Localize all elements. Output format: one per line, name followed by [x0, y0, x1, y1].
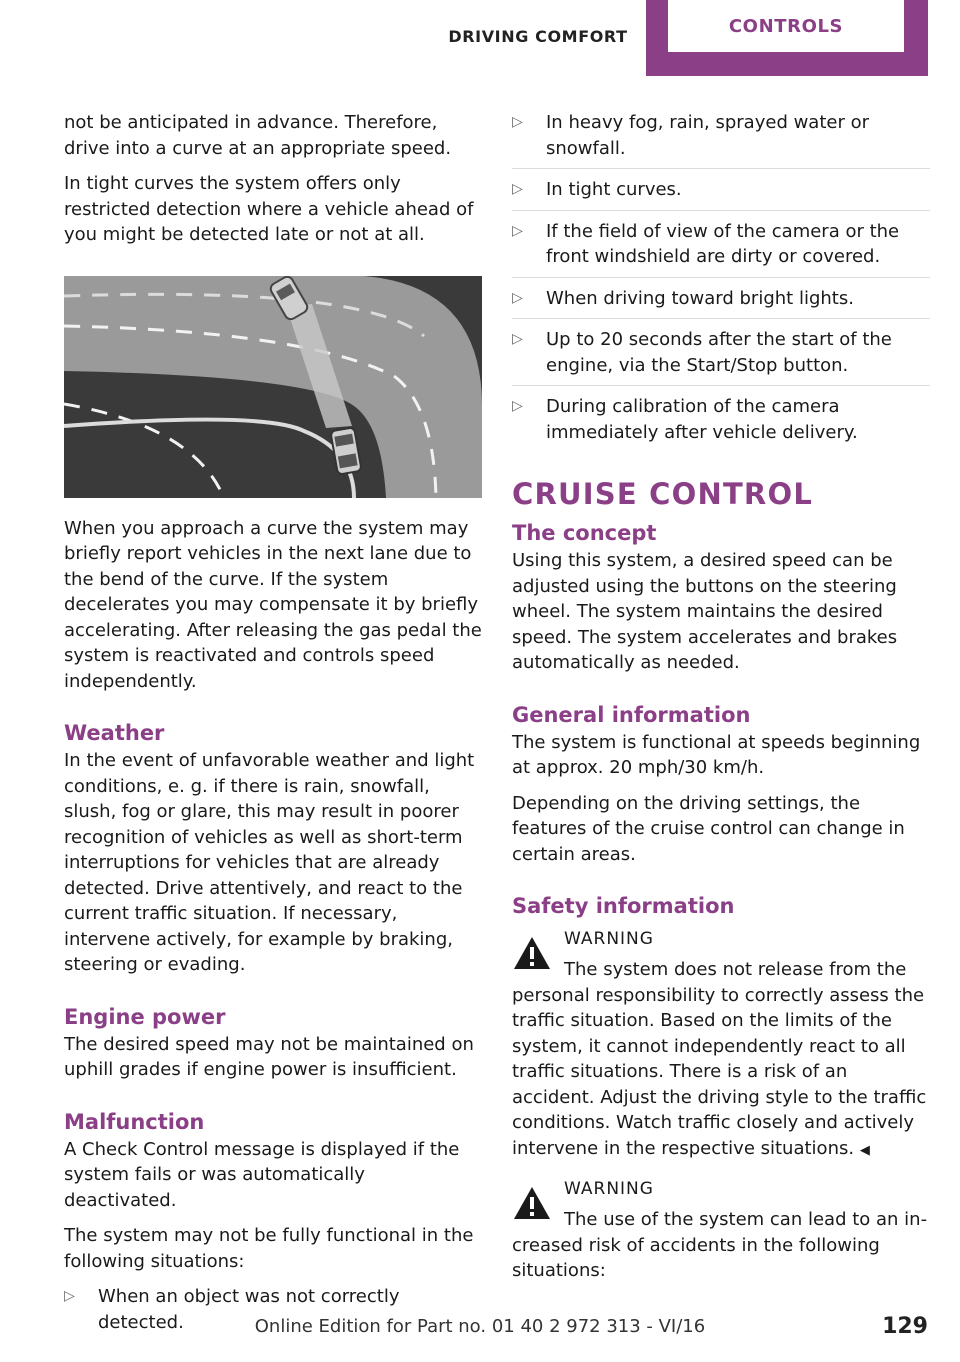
list-item-text: In tight curves.: [546, 179, 682, 200]
list-item: [512, 394, 930, 452]
bullet-triangle-icon: ▷: [512, 222, 523, 239]
list-item-text: If the field of view of the camera or the front windshield are dirty or covered.: [546, 220, 900, 267]
warning-first-line: The use of the system can lead to an in-: [564, 1209, 928, 1230]
list-item: [512, 177, 930, 211]
concept-heading: The concept: [512, 521, 657, 545]
header-tab: [646, 0, 928, 76]
bullet-triangle-icon: ▷: [512, 289, 523, 306]
malfunction-heading: Malfunction: [64, 1109, 205, 1134]
list-item-text: When an object was not correctly detected.: [98, 1286, 400, 1333]
general-text-1: The system is functional at speeds beginning at approx. 20 mph/30 km/h.: [512, 731, 921, 778]
warning-block-2: [512, 1177, 930, 1284]
warning-block-1: [512, 927, 930, 1163]
cruise-control-heading: CRUISE CONTROL: [512, 477, 813, 511]
warning-first-line: The system does not release from the: [564, 959, 907, 980]
malfunction-text-2: The system may not be fully functional in the following situations:: [64, 1225, 474, 1272]
warning-label: WARNING: [564, 929, 654, 949]
list-item-text: Up to 20 seconds after the start of the engine, via the Start/Stop button.: [546, 329, 892, 376]
malfunction-text-1: A Check Control message is displayed if the system fails or was automatically deactivated.: [64, 1138, 460, 1211]
intro-paragraph-2: In tight curves the system offers only restricted detection where a vehicle ahead of you might be detected late or not at all.: [64, 173, 474, 245]
list-item: [512, 286, 930, 320]
bullet-triangle-icon: ▷: [512, 398, 523, 414]
warning-label: WARNING: [564, 1179, 654, 1199]
engine-power-text: The desired speed may not be maintained on uphill grades if engine power is insufficient.: [64, 1033, 474, 1080]
bullet-triangle-icon: ▷: [512, 331, 523, 347]
list-item: [512, 327, 930, 386]
curve-illustration: [64, 276, 482, 498]
list-item-text: When driving toward bright lights.: [546, 287, 854, 309]
list-item-text: During calibration of the camera immediately after vehicle delivery.: [546, 396, 858, 443]
page-number: 129: [882, 1314, 928, 1339]
weather-text: In the event of unfavorable weather and light conditions, e. g. if there is rain, snowfall, slush, fog or glare, this may result in poorer recognition of vehicles as well as short-term interruptions for vehicles that are already detected. Drive attentively, and react to the current traffic situation. If necessary, intervene actively, for example by braking, steering or evading.: [64, 750, 475, 975]
general-information-heading: General information: [512, 702, 751, 727]
end-mark-icon: ◀: [859, 1142, 870, 1158]
left-column: [64, 110, 482, 1352]
curve-paragraph: When you approach a curve the system may briefly report vehicles in the next lane due to the bend of the curve. If the system decelerates you may compensate it by briefly accelerating. After releasing the gas pedal the system is reactivated and controls speed independently.: [64, 517, 482, 692]
footer-edition: Online Edition for Part no. 01 40 2 972 313 - VI/16: [254, 1316, 706, 1337]
warning-triangle-icon: [512, 1185, 552, 1221]
safety-information-heading: Safety information: [512, 894, 735, 918]
right-column: [512, 110, 930, 1298]
bullet-triangle-icon: ▷: [512, 181, 523, 197]
engine-power-heading: Engine power: [64, 1004, 226, 1029]
general-text-2: Depending on the driving settings, the features of the cruise control can change in certain areas.: [512, 792, 905, 865]
bullet-triangle-icon: ▷: [64, 1288, 75, 1304]
warning-text: [512, 957, 930, 1163]
bullet-triangle-icon: ▷: [512, 114, 523, 130]
list-item: [512, 219, 930, 278]
list-item-text: In heavy fog, rain, sprayed water or snowfall.: [546, 112, 870, 159]
warning-rest: creased risk of accidents in the following situations:: [512, 1234, 880, 1281]
warning-text: [512, 1207, 930, 1284]
list-item: [512, 110, 930, 169]
situation-list: [512, 110, 930, 452]
concept-text: Using this system, a desired speed can be adjusted using the buttons on the steering wheel. The system maintains the desired speed. The system accelerates and brakes automatically as needed.: [512, 550, 898, 673]
header-section: DRIVING COMFORT: [448, 26, 628, 46]
warning-triangle-icon: [512, 935, 552, 971]
weather-heading: Weather: [64, 721, 165, 745]
header-tab-label: CONTROLS: [668, 0, 904, 52]
warning-rest: personal responsibility to correctly assess the traffic situation. Based on the limits of the system, it cannot independently react to all traffic situations. There is a risk of an accident. Adjust the driving style to the traffic conditions. Watch traffic closely and actively intervene in the respective situations.: [512, 984, 927, 1159]
intro-paragraph-1: not be anticipated in advance. Therefore, drive into a curve at an appropriate speed.: [64, 112, 452, 159]
